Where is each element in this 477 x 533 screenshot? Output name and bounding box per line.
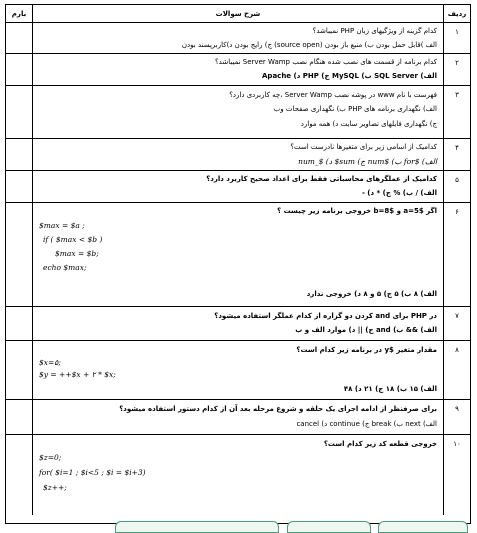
question-options: الف) / ب) % ج) * د) - [361,189,437,197]
question-row-6 [6,203,470,307]
score-cell [6,86,33,138]
question-number: ۵ [455,176,459,184]
question-number: ۷ [455,312,459,320]
question-number: ۸ [455,346,459,354]
score-cell [6,23,33,53]
score-cell [6,435,33,515]
question-body [33,341,444,399]
question-number: ۱ [455,28,459,36]
header-score: بارم [6,5,33,22]
bottom-tab[interactable] [287,521,371,533]
question-body [33,435,444,515]
score-cell [6,307,33,340]
question-text: کدامیک از اسامی زیر برای متغیرها نادرست است؟ [290,143,437,151]
question-number: ۶ [455,208,459,216]
question-option-row: ج) نگهداری فایلهای تصاویر سایت د) همه موارد [300,120,437,128]
header-num: ردیف [447,9,467,18]
code-line: for( $i=1 ; $i<5 ; $i = $i+3) [39,468,146,477]
question-options: الف) && ب) and ج) || د) موارد الف و ب [295,326,437,334]
score-cell [6,139,33,170]
question-row-3 [6,86,470,139]
question-number: ۹ [455,405,459,413]
question-text: مقدار متغیر $y در برنامه زیر کدام است؟ [296,346,437,354]
question-text: کدامیک از عملگرهای محاسباتی فقط برای اعداد صحیح کاربرد دارد؟ [206,175,437,183]
question-body [33,400,444,434]
question-body [33,139,444,170]
question-options: الف) ۸ ب) ۵ ج) ۵ و ۸ د) خروجی ندارد [306,290,437,298]
question-body [33,307,444,340]
bottom-tab[interactable] [378,521,468,533]
question-row-9 [6,400,470,435]
question-text: فهرست با نام www در پوشه نصب Server Wamp ،چه کاربردی دارد؟ [229,91,437,99]
score-cell [6,54,33,85]
code-line: $x=۵; [39,358,61,367]
code-line: $z=0; [39,453,62,462]
question-options: الف) $for ب) $num ج) sum$ د) $_num [298,157,437,166]
code-line: if ( $max < $b ) [43,235,103,244]
question-body [33,23,444,53]
question-row-4 [6,139,470,171]
question-row-10 [6,435,470,515]
code-line: $max = $b; [55,249,99,258]
question-text: کدام گزینه از ویژگیهای زبان PHP نمیباشد؟ [312,27,437,35]
question-text: خروجی قطعه کد زیر کدام است؟ [323,440,437,448]
question-row-5 [6,171,470,203]
code-line: $y = ++$x + ۲ * $x; [39,370,116,379]
question-number: ۲ [455,59,459,67]
bottom-tab[interactable] [115,521,279,533]
question-number: ۴ [455,144,459,152]
question-body [33,86,444,138]
question-text: کدام برنامه از قسمت های نصب شده هنگام نصب Server Wamp نمیباشد؟ [214,58,437,66]
score-cell [6,341,33,399]
question-row-8 [6,341,470,400]
question-options: الف) ۱۵ ب) ۱۸ ج) ۲۱ د) ۴۸ [343,385,437,393]
question-row-1 [6,23,470,54]
question-options: الف) SQL Server ب) MySQL ج) PHP د) Apache [262,72,437,80]
score-cell [6,203,33,306]
question-number: ۳ [455,91,459,99]
question-row-7 [6,307,470,341]
score-cell [6,171,33,202]
question-options: الف) next ب) break ج) continue د) cancel [296,420,437,428]
code-line: $z++; [43,483,67,492]
table-header [6,5,470,23]
question-text: اگر $a=5 و $b=8 خروجی برنامه زیر چیست ؟ [277,207,437,215]
question-row-2 [6,54,470,86]
code-line: $max = $a ; [39,221,85,230]
question-body [33,171,444,202]
question-number: ۱۰ [453,440,461,448]
question-body [33,203,444,306]
header-main: شرح سوالات [33,5,444,22]
question-text: در PHP برای and کردن دو گزاره از کدام عملگر استفاده میشود؟ [214,312,437,320]
question-options: الف )قابل حمل بودن ب) منبع باز بودن (source open) ج) رایج بودن د)کاربرپسند بودن [181,41,437,49]
question-body [33,54,444,85]
code-line: echo $max; [43,263,87,272]
question-table [5,4,471,524]
score-cell [6,400,33,434]
question-text: برای صرفنظر از ادامه اجرای یک حلقه و شروع مرحله بعد آن از کدام دستور استفاده میشود؟ [119,405,437,413]
question-option-row: الف) نگهداری برنامه های PHP ب) نگهداری صفحات وب [273,105,437,113]
